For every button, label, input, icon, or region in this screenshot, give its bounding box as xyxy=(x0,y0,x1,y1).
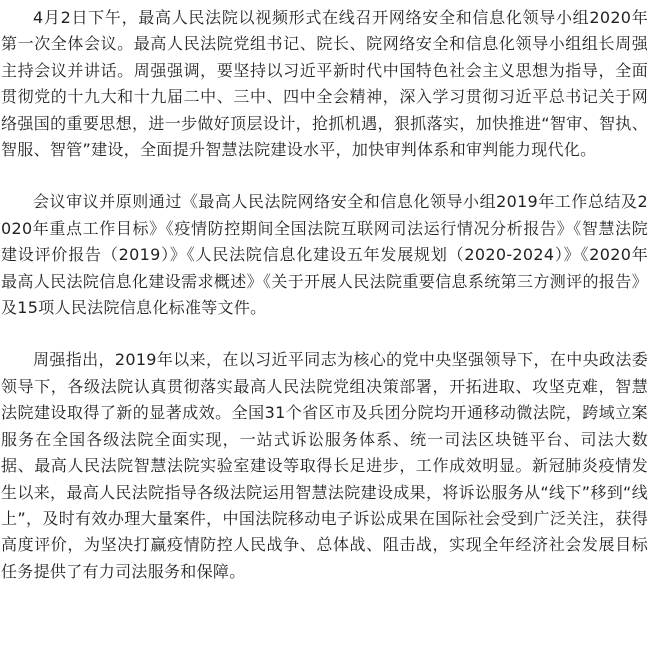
article-paragraph: 周强指出，2019年以来，在以习近平同志为核心的党中央坚强领导下，在中央政法委领导下，各级法院认真贯彻落实最高人民法院党组决策部署，开拓进取、攻坚克难，智慧法院建设取得了新的显著成效。全国31个省区市及兵团分院均开通移动微法院，跨域立案服务在全国各级法院全面实现，一站式诉讼服务体系、统一司法区块链平台、司法大数据、最高人民法院智慧法院实验室建设等取得长足进步，工作成效明显。新冠肺炎疫情发生以来，最高人民法院指导各级法院运用智慧法院建设成果，将诉讼服务从“线下”移到“线上”，及时有效办理大量案件，中国法院移动电子诉讼成果在国际社会受到广泛关注，获得高度评价，为坚决打赢疫情防控人民战争、总体战、阻击战，实现全年经济社会发展目标任务提供了有力司法服务和保障。 xyxy=(1,350,648,581)
article-paragraph: 会议审议并原则通过《最高人民法院网络安全和信息化领导小组2019年工作总结及2020年重点工作目标》《疫情防控期间全国法院互联网司法运行情况分析报告》《智慧法院建设评价报告（2019）》《人民法院信息化建设五年发展规划（2020-2024）》《2020年最高人民法院信息化建设需求概述》《关于开展人民法院重要信息系统第三方测评的报告》及15项人民法院信息化标准等文件。 xyxy=(1,192,648,318)
article-paragraph: 4月2日下午，最高人民法院以视频形式在线召开网络安全和信息化领导小组2020年第一次全体会议。最高人民法院党组书记、院长、院网络安全和信息化领导小组组长周强主持会议并讲话。周强强调，要坚持以习近平新时代中国特色社会主义思想为指导，全面贯彻党的十九大和十九届二中、三中、四中全会精神，深入学习贯彻习近平总书记关于网络强国的重要思想，进一步做好顶层设计，抢抓机遇，狠抓落实，加快推进“智审、智执、智服、智管”建设，全面提升智慧法院建设水平，加快审判体系和审判能力现代化。 xyxy=(1,8,648,160)
